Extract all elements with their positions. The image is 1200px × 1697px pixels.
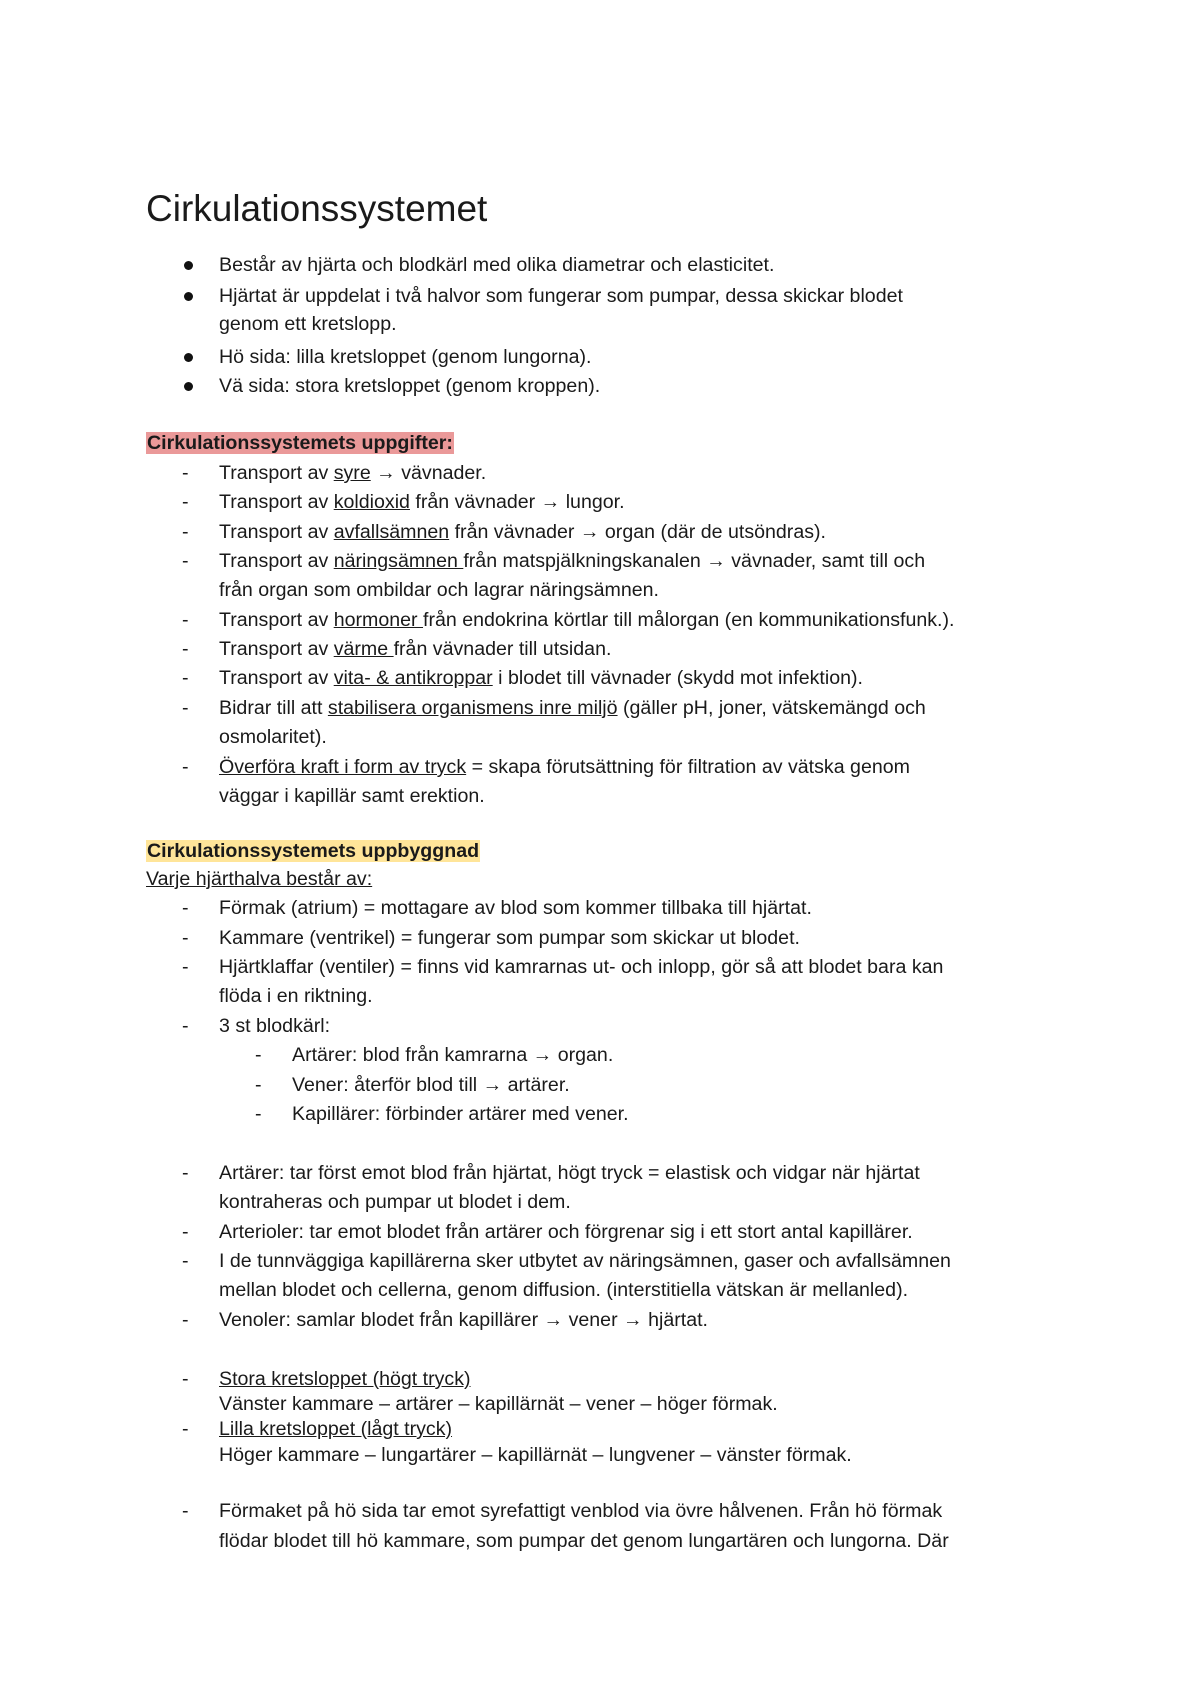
vessel-item: Artärer: blod från kamrarna → organ. (292, 1044, 614, 1066)
vessel-item: Kapillärer: förbinder artärer med vener. (292, 1103, 629, 1125)
dash-marker: - (255, 1074, 262, 1096)
final-item-cont: flödar blodet till hö kammare, som pumpar det genom lungartären och lungorna. Där (219, 1530, 949, 1552)
small-circuit-label: Lilla kretsloppet (lågt tryck) (219, 1418, 453, 1440)
small-circuit-path: Höger kammare – lungartärer – kapillärnät – lungvener – vänster förmak. (219, 1444, 852, 1466)
dash-marker: - (182, 697, 189, 719)
intro-line: Vä sida: stora kretsloppet (genom kroppen). (219, 375, 601, 397)
dash-marker: - (182, 667, 189, 689)
dash-marker: - (182, 1250, 189, 1272)
dash-marker: - (182, 927, 189, 949)
flow-item: Artärer: tar först emot blod från hjärtat, högt tryck = elastisk och vidgar när hjärtat (219, 1162, 920, 1184)
task-item-cont: osmolaritet). (219, 726, 327, 748)
task-item: Transport av koldioxid från vävnader → lungor. (219, 491, 625, 513)
dash-marker: - (182, 550, 189, 572)
flow-item: Venoler: samlar blodet från kapillärer → vener → hjärtat. (219, 1309, 708, 1331)
task-item: Transport av näringsämnen från matspjälkningskanalen → vävnader, samt till och (219, 550, 926, 572)
task-item: Överföra kraft i form av tryck = skapa förutsättning för filtration av vätska genom (219, 756, 910, 778)
intro-line: Hö sida: lilla kretsloppet (genom lungorna). (219, 346, 592, 368)
structure-item-cont: flöda i en riktning. (219, 985, 373, 1007)
final-item: Förmaket på hö sida tar emot syrefattigt venblod via övre hålvenen. Från hö förmak (219, 1500, 943, 1522)
structure-item: Förmak (atrium) = mottagare av blod som kommer tillbaka till hjärtat. (219, 897, 812, 919)
dash-marker: - (182, 609, 189, 631)
section-heading-tasks: Cirkulationssystemets uppgifter: (147, 432, 453, 454)
dash-marker: - (182, 956, 189, 978)
big-circuit-label: Stora kretsloppet (högt tryck) (219, 1368, 471, 1390)
bullet-icon (184, 353, 193, 362)
big-circuit-path: Vänster kammare – artärer – kapillärnät – vener – höger förmak. (219, 1393, 778, 1415)
bullet-icon (184, 382, 193, 391)
task-item: Transport av värme från vävnader till utsidan. (219, 638, 612, 660)
task-item: Transport av vita- & antikroppar i blodet till vävnader (skydd mot infektion). (219, 667, 863, 689)
dash-marker: - (182, 1015, 189, 1037)
task-item: Transport av avfallsämnen från vävnader → organ (där de utsöndras). (219, 521, 826, 543)
structure-item: Kammare (ventrikel) = fungerar som pumpar som skickar ut blodet. (219, 927, 800, 949)
intro-line: genom ett kretslopp. (219, 313, 397, 335)
bullet-icon (184, 292, 193, 301)
flow-item: I de tunnväggiga kapillärerna sker utbytet av näringsämnen, gaser och avfallsämnen (219, 1250, 951, 1272)
task-item-cont: från organ som ombildar och lagrar näringsämnen. (219, 579, 659, 601)
task-item: Bidrar till att stabilisera organismens inre miljö (gäller pH, joner, vätskemängd och (219, 697, 926, 719)
dash-marker: - (182, 1309, 189, 1331)
dash-marker: - (182, 897, 189, 919)
task-item-cont: väggar i kapillär samt erektion. (219, 785, 485, 807)
task-item: Transport av hormoner från endokrina körtlar till målorgan (en kommunikationsfunk.). (219, 609, 955, 631)
vessel-item: Vener: återför blod till → artärer. (292, 1074, 570, 1096)
dash-marker: - (255, 1044, 262, 1066)
dash-marker: - (182, 1500, 189, 1522)
dash-marker: - (182, 638, 189, 660)
dash-marker: - (182, 1162, 189, 1184)
dash-marker: - (182, 521, 189, 543)
intro-line: Består av hjärta och blodkärl med olika diametrar och elasticitet. (219, 254, 775, 276)
dash-marker: - (182, 462, 189, 484)
dash-marker: - (182, 1368, 189, 1390)
structure-subheading: Varje hjärthalva består av: (146, 868, 373, 890)
dash-marker: - (255, 1103, 262, 1125)
dash-marker: - (182, 756, 189, 778)
structure-item: Hjärtklaffar (ventiler) = finns vid kamrarnas ut- och inlopp, gör så att blodet bara kan (219, 956, 944, 978)
bullet-icon (184, 261, 193, 270)
flow-item: Arterioler: tar emot blodet från artärer och förgrenar sig i ett stort antal kapillärer. (219, 1221, 913, 1243)
page-title: Cirkulationssystemet (146, 188, 488, 229)
task-item: Transport av syre → vävnader. (219, 462, 487, 484)
flow-item-cont: kontraheras och pumpar ut blodet i dem. (219, 1191, 571, 1213)
intro-line: Hjärtat är uppdelat i två halvor som fungerar som pumpar, dessa skickar blodet (219, 285, 903, 307)
dash-marker: - (182, 491, 189, 513)
section-heading-structure: Cirkulationssystemets uppbyggnad (147, 840, 480, 862)
dash-marker: - (182, 1418, 189, 1440)
dash-marker: - (182, 1221, 189, 1243)
flow-item-cont: mellan blodet och cellerna, genom diffusion. (interstitiella vätskan är mellanled). (219, 1279, 909, 1301)
structure-item: 3 st blodkärl: (219, 1015, 331, 1037)
